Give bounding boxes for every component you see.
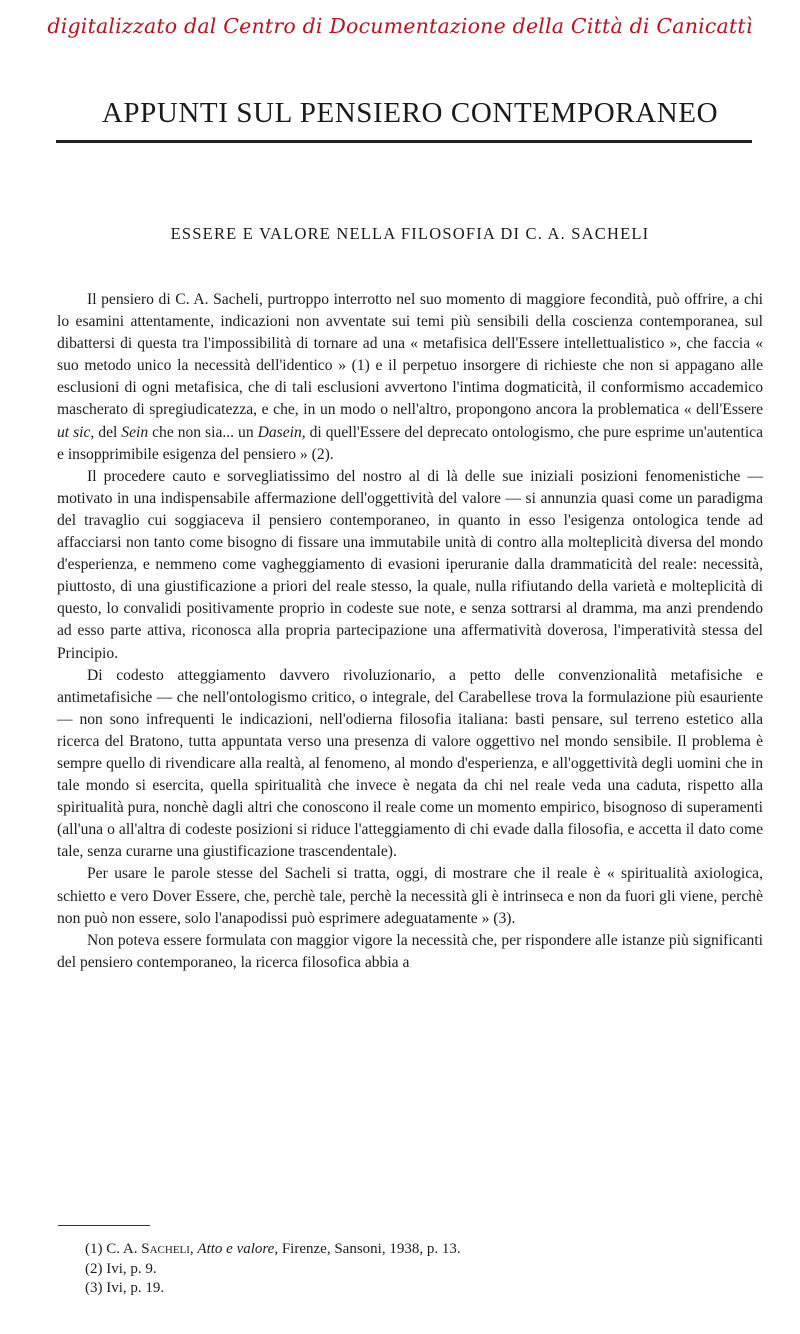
footnote <box>85 1279 725 1299</box>
article-body <box>57 289 763 974</box>
title-underline-rule <box>56 140 752 143</box>
italic-text: Sein <box>121 423 149 441</box>
footnotes <box>85 1240 725 1299</box>
text-run: (3) Ivi, p. 19. <box>85 1280 165 1296</box>
text-run: , Firenze, Sansoni, 1938, p. 13. <box>274 1241 461 1257</box>
text-run: che non sia... un <box>148 423 258 441</box>
text-run: , di quell'Essere del deprecato ontologismo, che pure esprime un'autentica e insopprimibile esigenza del pensiero » (2). <box>57 423 764 463</box>
italic-text: Dasein <box>257 423 302 441</box>
text-run: Di codesto atteggiamento davvero rivoluzionario, a petto delle convenzionalità metafisiche e antimetafisiche — che nell'ontologismo critico, o integrale, del Carabellese trova la formulazione più esauriente — non sono infrequenti le indicazioni, nell'odierna filosofia italiana: basti pensare, sul terreno estetico alla ricerca del Bratono, tutta appuntata verso una presenza di valore oggettivo nel mondo sensibile. Il problema è sempre quello di rivendicare alla realtà, al fenomeno, al mondo d'esperienza, e all'oggettività degli uomini che in tale mondo si esercita, quella spiritualità che invece è negata da chi nel reale veda una caduta, rispetto alla spiritualità pura, nonchè dagli altri che conoscono il reale come un momento empirico, bisognoso di superamenti (all'una o all'altra di codeste posizioni si riduce l'atteggiamento di chi evade dalla filosofia, e accetta il dato come tale, senza curarne una giustificazione trascendentale). <box>57 666 763 861</box>
paragraph <box>57 863 763 929</box>
section-title: ESSERE E VALORE NELLA FILOSOFIA DI C. A. SACHELI <box>170 224 650 243</box>
text-run: Per usare le parole stesse del Sacheli si tratta, oggi, di mostrare che il reale è « spiritualità axiologica, schietto e vero Dover Essere, che, perchè tale, perchè la necessità gli è intrinseca e non da fuori gli viene, perchè non può non essere, solo l'anapodissi può esprimere adeguatamente » (3). <box>57 865 763 927</box>
text-run: , del <box>90 423 122 441</box>
italic-text: ut sic <box>57 423 91 441</box>
paragraph <box>57 665 763 864</box>
text-run: Sacheli <box>141 1241 190 1257</box>
paragraph <box>57 466 763 665</box>
footnote <box>85 1260 725 1280</box>
digitization-watermark: digitalizzato dal Centro di Documentazione della Città di Canicattì <box>47 14 753 38</box>
text-run: (2) Ivi, p. 9. <box>85 1260 157 1277</box>
text-run: Il pensiero di C. A. Sacheli, purtroppo interrotto nel suo momento di maggiore fecondità, può offrire, a chi lo esamini attentamente, indicazioni non avventate sui temi più sensibili della coscienza contemporanea, sul dibattersi di questa tra l'impossibilità di tornare ad una « metafisica dell'Essere intellettualistico », che faccia « suo metodo unico la necessità dell'identico » (1) e il perpetuo insorgere di richieste che non si appagano alle esclusioni di ogni metafisica, che di tali esclusioni avvertono l'intima dogmaticità, il conformismo accademico mascherato di spregiudicatezza, e che, in un modo o nell'altro, propongono ancora la problematica « dell'Essere <box>57 291 763 419</box>
footnote-separator <box>58 1225 150 1226</box>
text-run: Non poteva essere formulata con maggior vigore la necessità che, per rispondere alle istanze più significanti del pensiero contemporaneo, la ricerca filosofica abbia a <box>57 931 763 971</box>
italic-text: Atto e valore <box>197 1241 275 1257</box>
text-run: , <box>189 1241 198 1257</box>
paragraph <box>57 930 763 974</box>
footnote <box>85 1240 725 1260</box>
text-run: Il procedere cauto e sorvegliatissimo del nostro al di là delle sue iniziali posizioni fenomenistiche — motivato in una indispensabile affermazione dell'oggettività del valore — si annunzia quasi come un paradigma del travaglio cui soggiaceva il pensiero contemporaneo, in quanto in esso l'esigenza ontologica tende ad affacciarsi non tanto come bisogno di fissare una immutabile unità di contro alla molteplicità diversa del mondo d'esperienza, e nemmeno come vagheggiamento di evasioni iperuranie dalla drammaticità del reale: necessità, piuttosto, di una giustificazione a priori del reale stesso, la quale, nulla rifiutando della varietà e molteplicità di questo, lo convalidi positivamente proprio in codeste sue note, e senza sottrarsi al dramma, ma anzi prendendo ad esso parte attiva, riconosca alla propria partecipazione una affermatività doverosa, l'imperatività stessa del Principio. <box>57 467 763 662</box>
page-title: APPUNTI SUL PENSIERO CONTEMPORANEO <box>101 97 719 129</box>
paragraph <box>57 289 763 466</box>
text-run: (1) C. A. <box>85 1241 142 1257</box>
